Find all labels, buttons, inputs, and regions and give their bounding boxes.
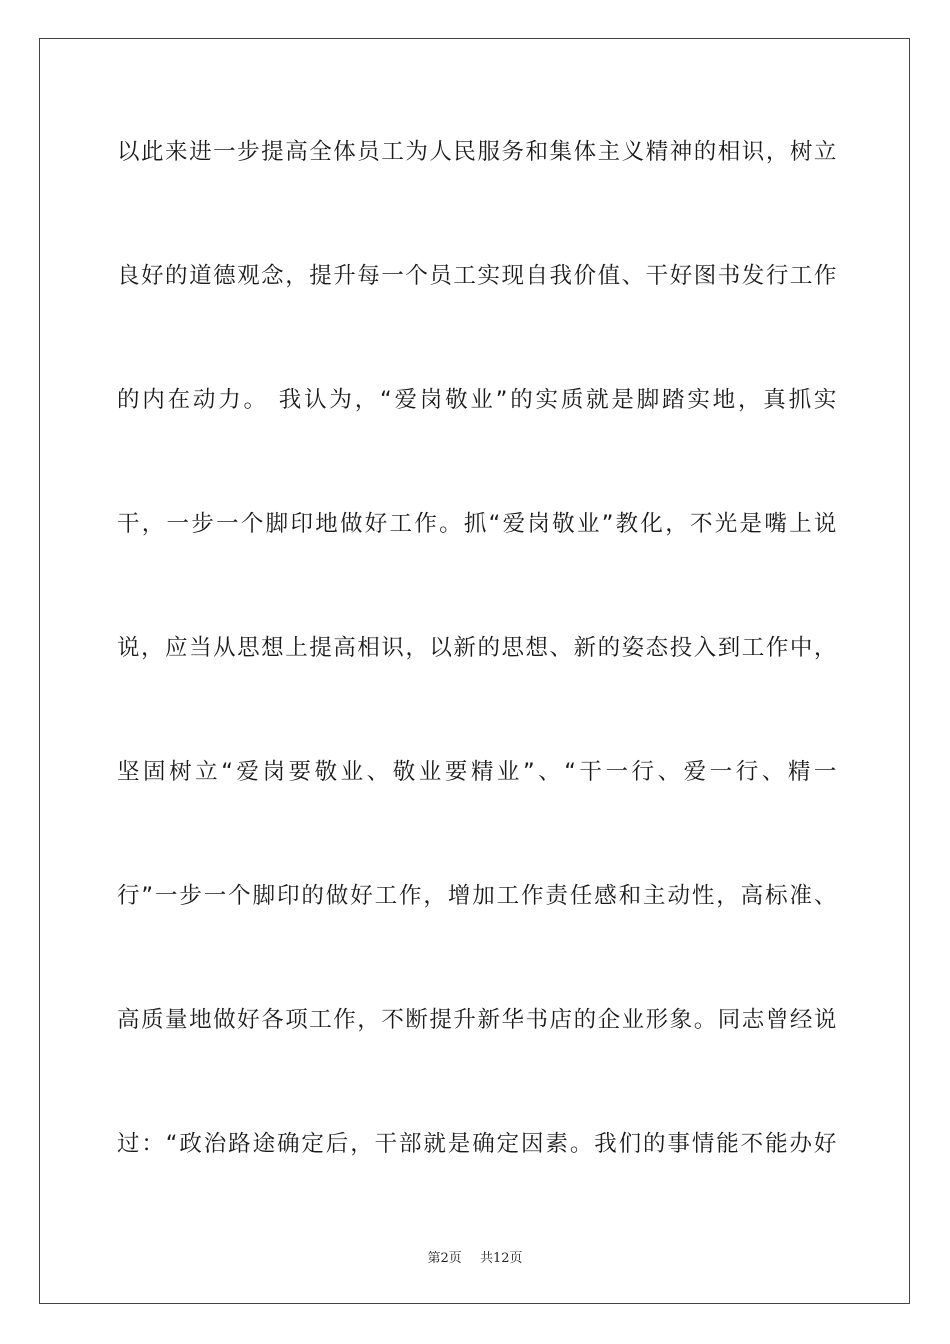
text-line: 说，应当从思想上提高相识，以新的思想、新的姿态投入到工作中， (117, 635, 837, 661)
text-line: 高质量地做好各项工作，不断提升新华书店的企业形象。同志曾经说 (117, 1007, 837, 1033)
text-line: 以此来进一步提高全体员工为人民服务和集体主义精神的相识，树立 (117, 139, 837, 165)
text-line: 的内在动力。 我认为，“爱岗敬业”的实质就是脚踏实地，真抓实 (117, 387, 837, 413)
page-number: 第2页 (427, 1251, 462, 1266)
text-line: 坚固树立“爱岗要敬业、敬业要精业”、“干一行、爱一行、精一 (117, 759, 837, 785)
text-line: 过：“政治路途确定后，干部就是确定因素。我们的事情能不能办好 (117, 1131, 837, 1157)
document-body (117, 124, 837, 1240)
text-line: 良好的道德观念，提升每一个员工实现自我价值、干好图书发行工作 (117, 263, 837, 289)
page-total: 共12页 (479, 1251, 523, 1266)
page-footer (0, 1247, 950, 1266)
text-line: 行”一步一个脚印的做好工作，增加工作责任感和主动性，高标准、 (117, 883, 837, 909)
text-line: 干，一步一个脚印地做好工作。抓“爱岗敬业”教化，不光是嘴上说 (117, 511, 837, 537)
